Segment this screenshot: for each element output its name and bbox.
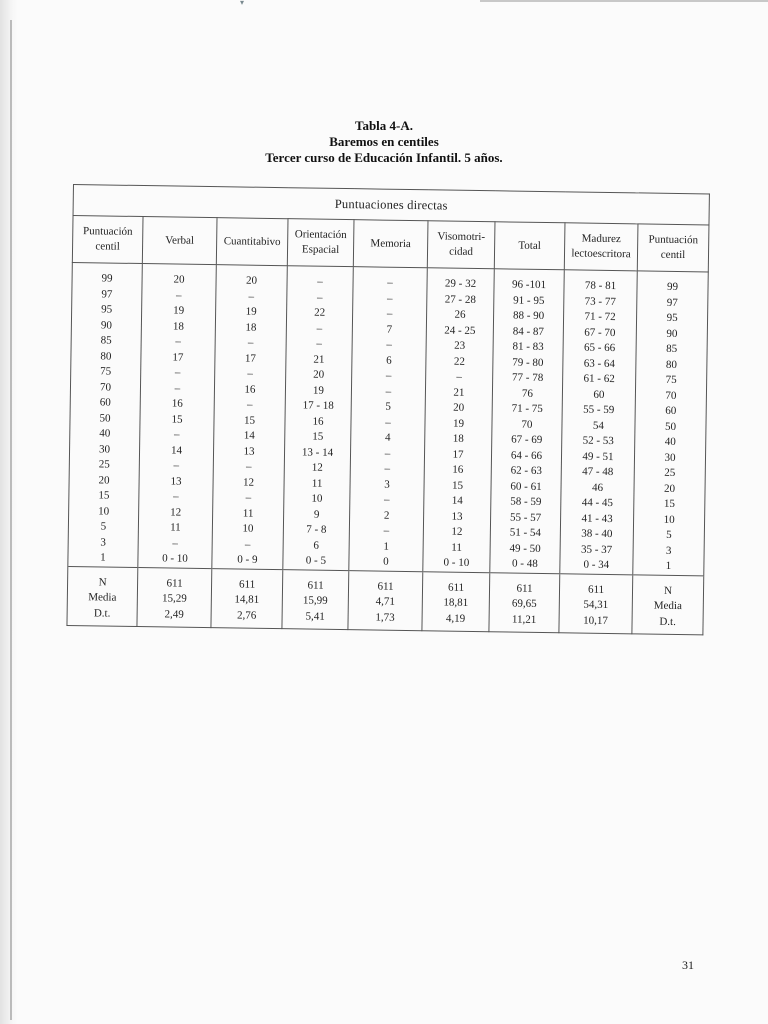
table-caption [0, 118, 768, 166]
table-cell: 60 [665, 404, 677, 417]
stats-cell: Media [88, 591, 117, 604]
table-cell: 11 [451, 541, 463, 554]
table-cell: 85 [666, 342, 678, 355]
table-body-row [68, 262, 709, 575]
table-cell: 15 [171, 412, 183, 426]
table-cell: 30 [98, 442, 111, 456]
table-cell: 19 [173, 304, 185, 317]
table-cell: 10 [663, 513, 675, 526]
table-cell: 21 [453, 386, 465, 399]
table-cell: 70 [665, 389, 677, 402]
stats-cell: 611 [307, 579, 324, 592]
stats-cell: 10,17 [583, 614, 609, 627]
table-cell: 0 - 9 [237, 553, 258, 566]
table-cell: 54 [592, 419, 605, 432]
table-cell: 62 - 63 [510, 464, 542, 477]
table-cell: 78 - 81 [584, 279, 617, 293]
table-cell: – [383, 524, 390, 537]
table-cell: – [173, 428, 180, 441]
table-cell: 0 - 10 [443, 556, 470, 569]
stats-cell: N [98, 575, 107, 589]
table-cell: 13 [451, 510, 463, 523]
table-cell: 0 - 5 [305, 554, 327, 567]
table-cell: 47 - 48 [582, 465, 614, 479]
stats-cell: 2,76 [236, 608, 257, 622]
table-cell: 63 - 64 [583, 357, 616, 370]
stats-cell: 2,49 [164, 607, 184, 621]
table-cell: 12 [451, 525, 463, 538]
table-cell: 64 - 66 [510, 449, 543, 462]
table-cell: 79 - 80 [512, 356, 544, 369]
stats-cell: 14,81 [234, 593, 260, 606]
table-cell: 10 [242, 522, 254, 535]
stats-column-cuantitativo [211, 568, 283, 629]
body-column-visomotricidad [423, 268, 494, 572]
table-cell: 14 [451, 494, 463, 507]
stats-cell: 611 [238, 578, 256, 591]
table-cell: 13 - 14 [301, 445, 334, 459]
table-cell: 19 [245, 305, 257, 318]
table-cell: – [384, 462, 391, 475]
table-cell: 0 - 48 [511, 557, 538, 570]
table-cell: – [317, 291, 323, 304]
group-header: Puntuaciones directas [73, 185, 709, 225]
table-cell: 17 - 18 [302, 399, 334, 412]
column-header-centil-left: Puntuación centil [72, 216, 143, 264]
column-header-centil-right: Puntuación centil [637, 224, 709, 272]
table-cell: 9 [313, 508, 320, 521]
table-cell: 41 - 43 [581, 512, 613, 525]
table-cell: 20 [245, 274, 258, 287]
table-cell: 58 - 59 [510, 495, 542, 508]
table-cell: 35 - 37 [580, 543, 613, 556]
stats-row [67, 566, 704, 635]
table-cell: 90 [100, 318, 113, 332]
table-cell: 76 [521, 387, 534, 400]
column-header-madurez: Madurez lectoescritora [564, 223, 638, 271]
table-cell: 11 [311, 477, 323, 490]
table-cell: 61 - 62 [583, 372, 615, 386]
table-cell: 16 [452, 463, 464, 476]
table-cell: – [174, 366, 181, 379]
table-cell: 75 [665, 373, 677, 386]
table-cell: 18 [172, 319, 184, 333]
table-cell: 38 - 40 [581, 527, 613, 541]
table-cell: 7 - 8 [306, 523, 327, 536]
table-cell: 60 [593, 388, 605, 401]
table-cell: 19 [312, 384, 325, 397]
body-column-total [490, 269, 564, 574]
stats-column-visomotricidad [422, 571, 490, 631]
table-cell: 14 [170, 443, 183, 457]
table-cell: 46 [591, 481, 604, 494]
table-cell: – [175, 335, 182, 348]
table-cell: – [317, 275, 323, 288]
table-cell: 60 [99, 396, 111, 409]
table-cell: – [387, 292, 393, 305]
body-column-madurez [560, 270, 637, 575]
table-cell: 20 [664, 482, 676, 495]
table-number: Tabla 4-A. [354, 118, 414, 133]
table-cell: 14 [243, 429, 255, 442]
table-cell: 77 - 78 [511, 371, 544, 384]
table-cell: 49 - 51 [582, 450, 614, 463]
table-cell: 11 [170, 521, 181, 534]
table-cell: 13 [170, 474, 182, 488]
table-cell: – [247, 336, 254, 349]
body-column-orientacion [283, 266, 353, 570]
table-cell: 29 - 32 [444, 277, 477, 290]
table-cell: 15 [243, 414, 256, 427]
column-header-cuantitativo: Cuantitabivo [216, 218, 288, 266]
table-cell: 67 - 69 [511, 433, 543, 446]
table-cell: – [316, 322, 323, 335]
table-cell: 7 [386, 323, 393, 336]
table-cell: – [387, 276, 393, 289]
body-column-verbal [138, 264, 216, 569]
column-header-total: Total [494, 222, 565, 270]
table-cell: – [244, 538, 251, 551]
stats-cell: Media [653, 599, 682, 613]
table-cell: 10 [98, 504, 110, 518]
table-cell: 15 [312, 430, 324, 443]
stats-cell: 611 [377, 580, 394, 593]
table-cell: 67 - 70 [584, 326, 616, 339]
table-cell: 17 [172, 350, 184, 364]
stats-cell: 611 [516, 582, 533, 595]
stats-cell: D.t. [93, 606, 111, 620]
table-cell: 20 [98, 473, 110, 487]
table-cell: 21 [313, 353, 325, 366]
column-header-memoria: Memoria [353, 220, 428, 268]
table-cell: 44 - 45 [581, 496, 613, 510]
table-cell: – [456, 370, 463, 383]
table-cell: 5 [100, 520, 107, 533]
table-cell: – [384, 447, 391, 460]
centile-table-container [66, 184, 710, 635]
table-cell: – [173, 459, 180, 472]
table-cell: – [246, 398, 253, 411]
table-cell: 88 - 90 [512, 309, 545, 323]
stats-column-centil-right [632, 574, 704, 635]
stats-column-verbal [137, 567, 212, 628]
table-cell: 55 - 57 [509, 511, 542, 524]
table-cell: 95 [666, 311, 678, 324]
body-column-centil-left [68, 262, 142, 567]
table-cell: 0 - 10 [162, 552, 188, 565]
table-cell: – [386, 338, 392, 351]
table-cell: – [174, 382, 181, 395]
stats-column-memoria [348, 570, 423, 631]
table-cell: 20 [173, 273, 185, 286]
table-cell: 17 [244, 352, 257, 365]
stats-column-centil-left [67, 566, 138, 627]
table-cell: – [384, 493, 390, 506]
stats-column-orientacion [282, 569, 349, 629]
table-cell: – [385, 369, 392, 382]
table-cell: 16 [244, 383, 256, 396]
table-cell: 81 - 83 [512, 340, 544, 354]
table-cell: – [385, 416, 391, 429]
stats-cell: 69,65 [511, 597, 537, 610]
table-cell: 80 [100, 349, 112, 363]
table-cell: – [248, 290, 255, 303]
table-cell: 90 [666, 327, 678, 340]
stats-cell: 54,31 [583, 598, 609, 611]
table-cell: 40 [664, 435, 676, 448]
stats-cell: 4,71 [375, 595, 396, 608]
table-cell: 3 [665, 544, 672, 557]
stats-cell: 611 [587, 583, 605, 596]
table-cell: 97 [666, 296, 678, 309]
table-cell: 3 [384, 478, 390, 491]
table-cell: 20 [453, 401, 465, 414]
table-cell: 0 [383, 555, 389, 568]
table-cell: 24 - 25 [444, 324, 476, 337]
table-cell: – [172, 537, 179, 550]
stats-cell: 15,29 [161, 592, 187, 605]
table-cell: 18 [245, 321, 257, 334]
table-cell: 18 [452, 432, 464, 445]
table-cell: 60 - 61 [510, 480, 542, 493]
table-cell: 5 [385, 400, 392, 413]
stats-cell: 5,41 [305, 609, 325, 623]
stats-cell: 15,99 [302, 594, 328, 607]
table-cell: 26 [454, 308, 466, 321]
stats-cell: 4,19 [445, 612, 466, 625]
table-cell: 80 [665, 358, 678, 371]
stats-cell: 1,73 [375, 611, 395, 624]
table-cell: 30 [664, 451, 676, 464]
table-cell: 20 [313, 368, 325, 381]
table-cell: 70 [521, 418, 533, 431]
stats-cell: 11,21 [511, 613, 537, 626]
table-cell: 16 [312, 415, 324, 428]
table-cell: – [316, 337, 322, 350]
table-cell: 50 [664, 420, 677, 433]
table-cell: 40 [99, 427, 111, 440]
table-cell: – [176, 289, 182, 302]
table-cell: 22 [453, 355, 466, 368]
body-column-memoria [349, 267, 427, 572]
table-cell: 97 [101, 287, 113, 301]
table-cell: 75 [100, 365, 112, 378]
page-binding-edge [10, 20, 12, 1020]
table-cell: 12 [311, 461, 323, 474]
column-header-visomotricidad: Visomotri- cidad [427, 221, 495, 269]
table-cell: 65 - 66 [583, 341, 616, 355]
table-cell: 16 [171, 397, 183, 410]
table-cell: 51 - 54 [509, 526, 542, 539]
table-cell: 17 [452, 448, 464, 461]
table-cell: 23 [454, 339, 466, 352]
table-cell: 84 - 87 [512, 325, 545, 338]
scan-top-edge [480, 0, 768, 2]
table-cell: 13 [243, 445, 255, 458]
table-cell: 1 [665, 559, 672, 572]
table-cell: 22 [314, 306, 326, 319]
table-cell: 50 [99, 411, 111, 425]
table-cell: 1 [100, 551, 106, 564]
stats-cell: 18,81 [443, 596, 469, 609]
page-number: 31 [682, 958, 694, 972]
table-title: Baremos en centiles [329, 134, 439, 149]
table-cell: 71 - 72 [584, 310, 616, 324]
table-cell: – [173, 490, 179, 503]
table-cell: 19 [452, 417, 465, 430]
table-cell: 3 [100, 535, 107, 549]
centile-table [66, 184, 710, 635]
column-header-orientacion: Orientación Espacial [287, 219, 354, 267]
table-cell: 25 [664, 466, 676, 479]
stats-column-madurez [559, 573, 633, 634]
table-cell: 5 [666, 528, 672, 541]
stats-cell: N [664, 584, 673, 597]
table-cell: – [247, 367, 254, 380]
table-cell: 15 [663, 497, 675, 510]
table-cell: 70 [99, 380, 112, 394]
stats-cell: 611 [166, 576, 183, 590]
table-cell: 0 - 34 [583, 558, 610, 571]
table-cell: 6 [313, 539, 320, 552]
table-cell: 2 [383, 509, 390, 522]
scan-mark-icon: ▾ [240, 0, 245, 7]
stats-cell: 611 [447, 581, 465, 594]
table-cell: 49 - 50 [509, 542, 541, 555]
body-column-centil-right [633, 271, 709, 576]
table-cell: – [386, 307, 393, 320]
table-subtitle: Tercer curso de Educación Infantil. 5 años. [265, 150, 503, 165]
body-column-cuantitativo [212, 265, 287, 570]
table-cell: – [245, 460, 252, 473]
table-cell: 27 - 28 [444, 293, 476, 306]
table-cell: 6 [386, 354, 392, 367]
table-cell: 15 [451, 479, 464, 492]
table-cell: 15 [98, 489, 110, 502]
table-cell: 99 [666, 280, 679, 293]
table-cell: 73 - 77 [584, 295, 616, 308]
table-cell: 10 [311, 492, 323, 505]
table-cell: – [245, 491, 252, 504]
table-cell: 52 - 53 [582, 434, 614, 448]
table-cell: 99 [101, 272, 113, 285]
table-cell: 12 [170, 505, 182, 519]
stats-column-total [489, 572, 560, 633]
table-cell: 11 [242, 507, 254, 520]
table-cell: 55 - 59 [583, 403, 615, 417]
table-cell: 96 -101 [511, 278, 547, 292]
table-cell: – [385, 385, 392, 398]
table-cell: 91 - 95 [513, 294, 545, 307]
table-cell: 12 [243, 476, 255, 489]
table-cell: 95 [101, 303, 113, 316]
table-cell: 1 [383, 540, 390, 553]
column-header-verbal: Verbal [142, 217, 217, 265]
table-cell: 4 [384, 431, 391, 444]
stats-cell: D.t. [659, 615, 676, 628]
table-cell: 25 [98, 458, 110, 471]
table-cell: 71 - 75 [511, 402, 543, 415]
table-cell: 85 [100, 334, 112, 347]
